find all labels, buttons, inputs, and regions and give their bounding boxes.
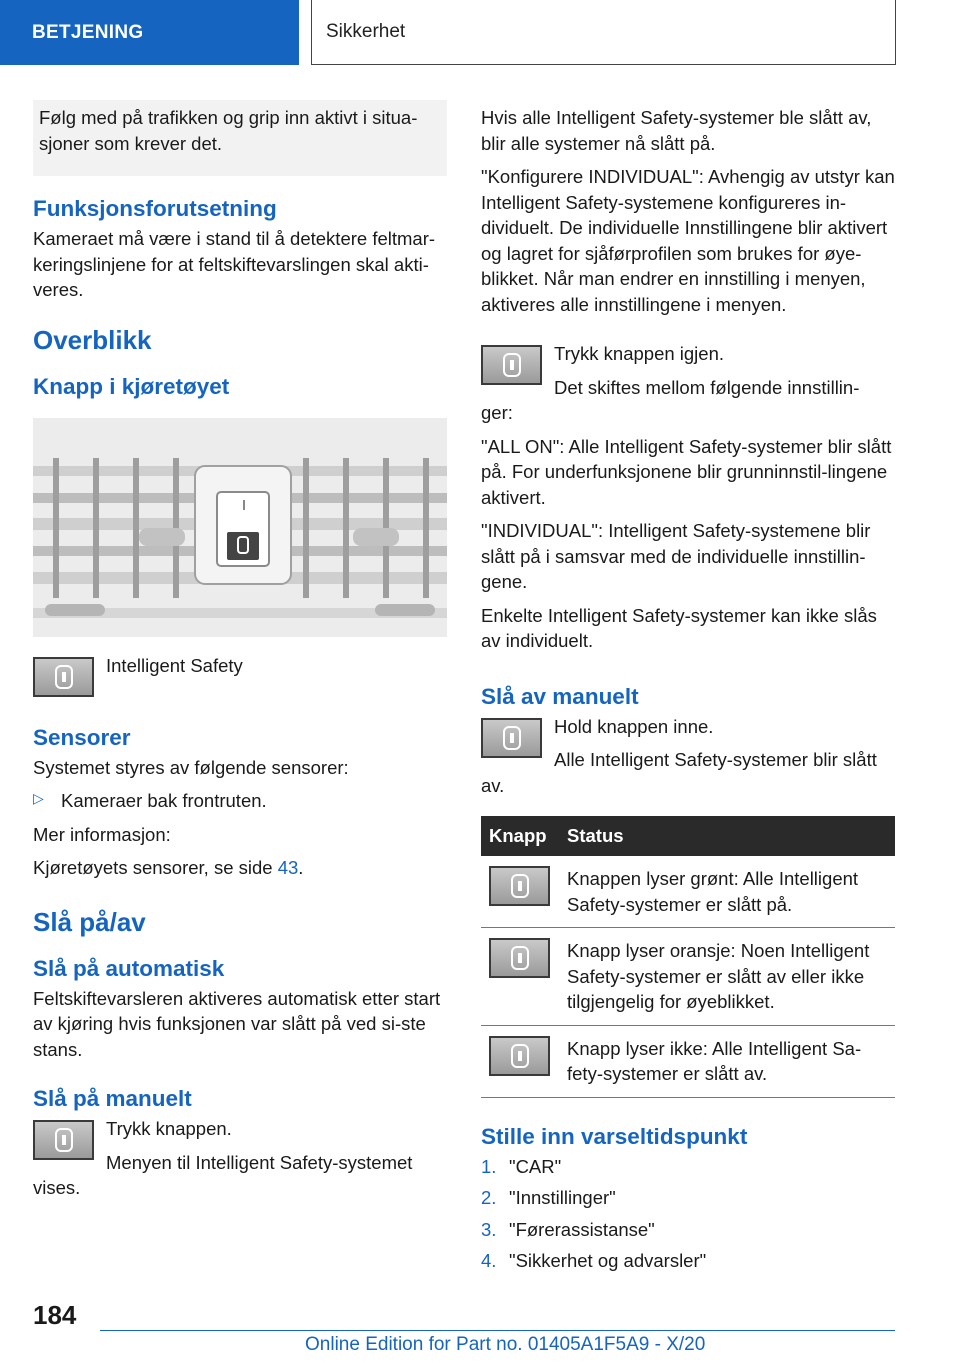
left-column	[33, 100, 447, 1209]
again-step2: Det skiftes mellom følgende innstillin-	[554, 376, 860, 398]
paragraph-all-off: Hvis alle Intelligent Safety-systemer ble slått av, blir alle systemer nå slått på.	[481, 107, 872, 154]
column-header-knapp: Knapp	[481, 816, 559, 856]
table-row	[481, 856, 895, 928]
heading-sensorer: Sensorer	[33, 724, 131, 750]
heading-funksjonsforutsetning: Funksjonsforutsetning	[33, 196, 277, 221]
slaav-row	[481, 714, 895, 773]
table-row	[481, 1025, 895, 1097]
chapter-title: Sikkerhet	[326, 21, 406, 42]
step-text: "Innstillinger"	[509, 1187, 616, 1208]
safety-button-icon	[489, 1036, 550, 1076]
sensor-ref-end: .	[298, 857, 304, 878]
heading-knapp: Knapp i kjøretøyet	[33, 373, 230, 399]
again-step2-continued: ger:	[481, 402, 513, 423]
paragraph-automatisk: Feltskiftevarsleren aktiveres automatisk etter start av kjøring hvis funksjonen var slått på ved si-ste stans.	[33, 987, 441, 1060]
paragraph-funksjonsforutsetning: Kameraet må være i stand til å detektere feltmar-keringslinjene for at feltskiftevarslingen skal akti-veres.	[33, 228, 436, 300]
safety-button-icon	[481, 718, 542, 758]
slaav-step1: Hold knappen inne.	[554, 715, 714, 737]
step-number: 1.	[481, 1155, 497, 1177]
dashboard-button-photo	[33, 418, 447, 637]
intelligent-safety-button-icon	[33, 657, 94, 697]
section-tab	[0, 0, 299, 65]
status-cell: Knapp lyser ikke: Alle Intelligent Sa-fety-systemer er slått av.	[559, 1025, 895, 1097]
paragraph-enkelte: Enkelte Intelligent Safety-systemer kan ikke slås av individuelt.	[481, 604, 877, 651]
intelligent-safety-label: Intelligent Safety	[106, 654, 243, 676]
step-number: 4.	[481, 1250, 497, 1271]
heading-sla-av-manuelt: Slå av manuelt	[481, 683, 639, 709]
safety-button-icon	[489, 938, 550, 978]
paragraph-konfigurere: "Konfigurere INDIVIDUAL": Avhengig av utstyr kan Intelligent Safety-systemene konfigureres in-dividuelt. De individuelle Innstillingene blir aktivert og lagret for sjåførprofilen som brukes for øye-blikket. Når man endrer en innstilling i menyen, aktiveres alle innstillingene i menyen.	[481, 166, 895, 315]
footer-divider	[100, 1330, 895, 1331]
manuelt-row	[33, 1116, 447, 1175]
safety-button-icon	[489, 866, 550, 906]
safety-button-icon	[481, 345, 542, 385]
table-header-row	[481, 816, 895, 856]
paragraph-sensorer: Systemet styres av følgende sensorer:	[33, 756, 349, 778]
manuelt-step2-continued: vises.	[33, 1177, 81, 1198]
steps-list	[481, 1154, 895, 1274]
sensor-ref-text: Kjøretøyets sensorer, se side	[33, 857, 278, 878]
section-title: BETJENING	[32, 21, 144, 43]
sensor-reference	[33, 855, 447, 881]
bullet-item	[33, 788, 447, 822]
status-table	[481, 816, 895, 1098]
right-column	[481, 100, 895, 1280]
column-header-status: Status	[559, 816, 895, 856]
list-item	[481, 1248, 895, 1274]
heading-sla-pa-manuelt: Slå på manuelt	[33, 1086, 192, 1111]
warning-note: Følg med på trafikken og grip inn aktivt i situa-sjoner som krever det.	[33, 100, 447, 176]
status-cell: Knappen lyser grønt: Alle Intelligent Safety-systemer er slått på.	[559, 856, 895, 928]
manuelt-step1: Trykk knappen.	[106, 1118, 232, 1139]
list-item	[481, 1154, 895, 1180]
step-number: 2.	[481, 1187, 497, 1208]
heading-stille-inn: Stille inn varseltidspunkt	[481, 1123, 748, 1149]
sensor-ref-page-link[interactable]: 43	[277, 857, 299, 878]
paragraph-individual: "INDIVIDUAL": Intelligent Safety-systemene blir slått på i samsvar med de individuelle innstillin-gene.	[481, 520, 871, 592]
edition-text: Online Edition for Part no. 01405A1F5A9 - X/20	[305, 1334, 706, 1355]
heading-sla-pa-automatisk: Slå på automatisk	[33, 955, 225, 981]
table-row	[481, 928, 895, 1026]
list-item	[481, 1185, 895, 1211]
page-number: 184	[33, 1300, 77, 1330]
slaav-step2: Alle Intelligent Safety-systemer blir slått	[554, 749, 877, 770]
mer-informasjon: Mer informasjon:	[33, 823, 171, 845]
heading-overblikk: Overblikk	[33, 324, 152, 355]
status-cell: Knapp lyser oransje: Noen Intelligent Safety-systemer er slått av eller ikke tilgjengelig for øyeblikket.	[559, 928, 895, 1026]
step-text: "Førerassistanse"	[509, 1218, 655, 1240]
chapter-tab	[311, 0, 896, 65]
manuelt-step2: Menyen til Intelligent Safety-systemet	[106, 1151, 413, 1173]
step-text: "CAR"	[509, 1155, 562, 1177]
bullet-text: Kameraer bak frontruten.	[61, 790, 267, 811]
triangle-bullet-icon: ▷	[33, 790, 44, 806]
step-text: "Sikkerhet og advarsler"	[509, 1250, 707, 1271]
again-step1: Trykk knappen igjen.	[554, 343, 725, 364]
heading-sla-pa-av: Slå på/av	[33, 906, 146, 937]
list-item	[481, 1217, 895, 1243]
paragraph-all-on: "ALL ON": Alle Intelligent Safety-systemer blir slått på. For underfunksjonene blir grunninnstil-lingene aktivert.	[481, 435, 892, 508]
intelligent-safety-row	[33, 653, 447, 697]
safety-button-icon	[33, 1120, 94, 1160]
step-number: 3.	[481, 1218, 497, 1240]
again-row	[481, 341, 895, 400]
slaav-step2-continued: av.	[481, 774, 505, 796]
